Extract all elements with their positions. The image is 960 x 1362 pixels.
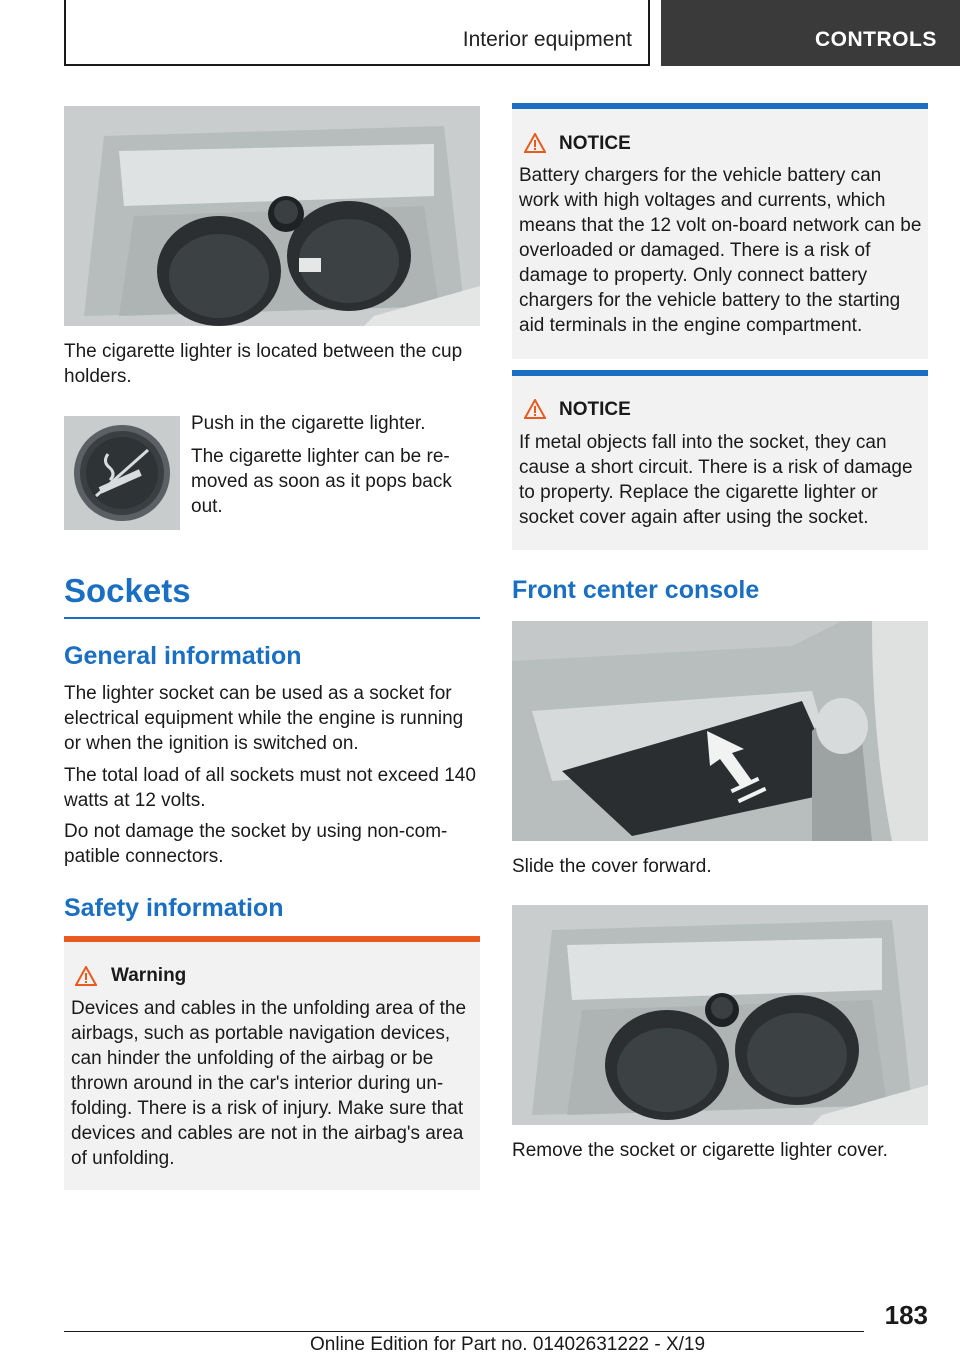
notice-bar [512, 370, 928, 376]
cupholder-lighter-photo [64, 106, 480, 326]
push-instruction: Push in the cigarette lighter. [191, 413, 426, 434]
notice-title: NOTICE [559, 133, 631, 154]
notice-bar [512, 103, 928, 109]
notice-box-battery [512, 103, 928, 359]
header-section-title: Interior equipment [462, 28, 632, 51]
slide-cover-caption: Slide the cover forward. [512, 856, 712, 877]
lighter-button-photo [64, 416, 180, 530]
warning-bar [64, 936, 480, 942]
front-center-console-heading: Front center console [512, 576, 760, 604]
edition-line: Online Edition for Part no. 01402631222 - X/19 [310, 1334, 706, 1355]
safety-information-heading: Safety information [64, 894, 284, 922]
sockets-heading-rule [64, 617, 480, 619]
remove-cover-photo [512, 905, 928, 1125]
sockets-heading: Sockets [64, 572, 191, 609]
notice-text: Battery chargers for the vehicle battery can work with high voltages and currents, which means that the 12 volt on-board network can be overloaded or damaged. There is a risk of damage to property. Only connect battery chargers for the vehicle battery to the starting aid terminals in the engine compartment. [519, 165, 922, 336]
general-paragraph-1: The lighter socket can be used as a socket for electrical equipment while the engine is running or when the ignition is switched on. [64, 683, 464, 754]
notice-triangle-icon [524, 133, 546, 153]
notice-title: NOTICE [559, 399, 631, 420]
warning-box [64, 936, 480, 1190]
general-paragraph-2: The total load of all sockets must not exceed 140 watts at 12 volts. [64, 765, 476, 811]
header-chapter-box [661, 0, 960, 66]
warning-text: Devices and cables in the unfolding area of the airbags, such as portable navigation devices, can hinder the unfolding of the airbag or be thrown around in the car's interior during un-folding. There is a risk of injury. Make sure that devices and cables are not in the airbag's area of unfolding. [71, 998, 467, 1169]
notice-text: If metal objects fall into the socket, they can cause a short circuit. There is a risk of damage to property. Replace the cigarette lighter or socket cover again after using the socket. [519, 432, 913, 528]
header-section-box [64, 0, 650, 66]
page-number: 183 [884, 1300, 928, 1330]
notice-box-metal-objects [512, 370, 928, 550]
general-information-heading: General information [64, 642, 302, 670]
warning-title: Warning [111, 965, 187, 986]
footer-rule [64, 1331, 864, 1332]
remove-cover-caption: Remove the socket or cigarette lighter cover. [512, 1140, 888, 1161]
general-paragraph-3: Do not damage the socket by using non-com-patible connectors. [64, 821, 448, 867]
warning-triangle-icon [75, 966, 97, 986]
notice-triangle-icon [524, 399, 546, 419]
lighter-location-caption: The cigarette lighter is located between the cup holders. [64, 341, 463, 387]
header-chapter-title: CONTROLS [815, 28, 937, 51]
remove-instruction: The cigarette lighter can be re-moved as soon as it pops back out. [191, 446, 452, 517]
slide-cover-photo [512, 621, 928, 841]
